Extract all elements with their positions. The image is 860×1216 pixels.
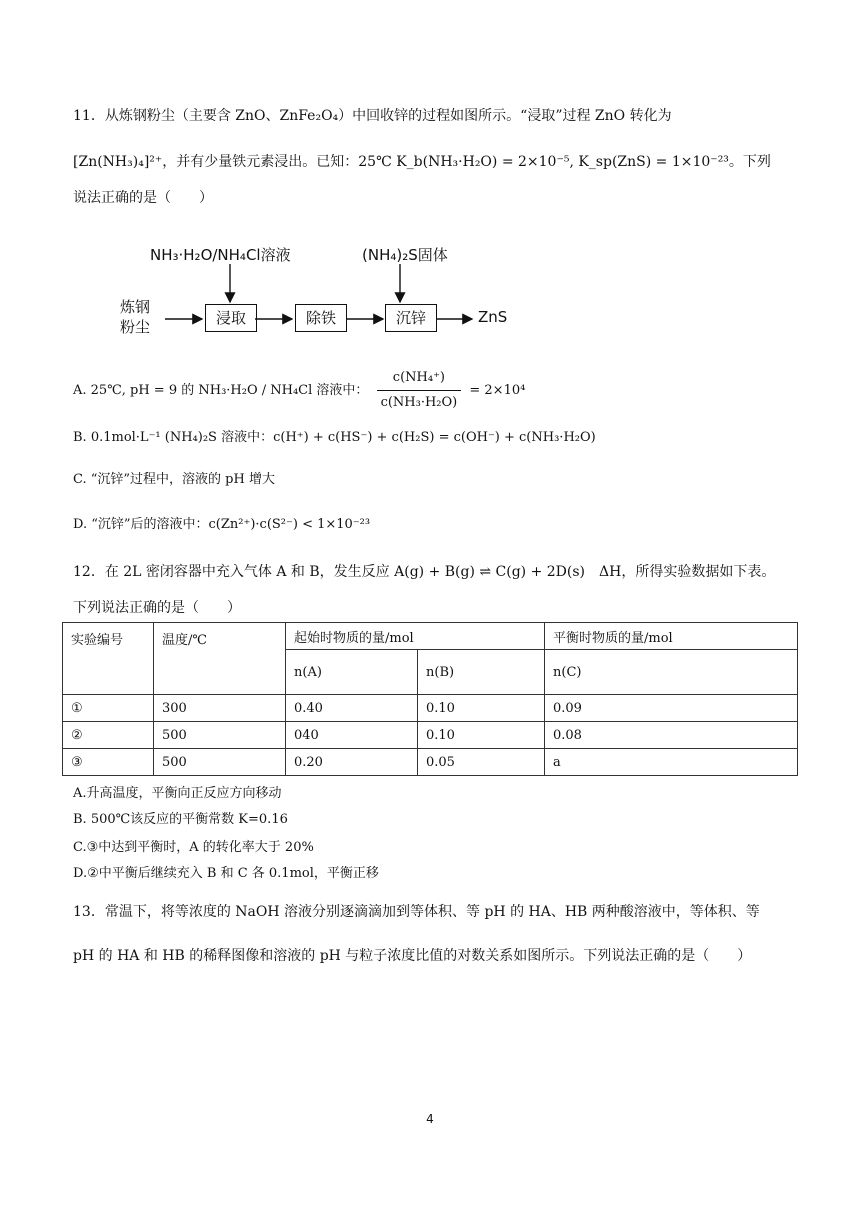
fraction-denominator: c(NH₃·H₂O) [380,395,458,410]
cell-experiment: ③ [63,749,154,776]
product-label: ZnS [478,308,508,326]
cell-nB: 0.10 [418,695,545,722]
step-leaching: 浸取 [205,304,257,332]
q11-option-a-prefix: A. 25℃, pH = 9 的 NH₃·H₂O / NH₄Cl 溶液中： [73,383,369,398]
cell-nC: 0.09 [545,695,798,722]
q12-option-b: B. 500℃该反应的平衡常数 K=0.16 [73,812,288,827]
q11-line3: 说法正确的是（ ） [73,190,213,206]
source-label-2: 粉尘 [120,318,151,336]
header-nA: n(A) [286,650,418,695]
table-row [63,695,798,722]
source-label-1: 炼钢 [120,298,151,316]
header-initial-amount: 起始时物质的量/mol [286,623,545,650]
q11-line1: 11．从炼钢粉尘（主要含 ZnO、ZnFe₂O₄）中回收锌的过程如图所示。“浸取”过程 ZnO 转化为 [73,108,672,124]
reagent-precipitation: (NH₄)₂S固体 [362,246,448,264]
fraction-numerator: c(NH₄⁺) [377,368,462,391]
table-row [63,722,798,749]
header-experiment-no: 实验编号 [63,623,154,695]
cell-nA: 040 [286,722,418,749]
cell-temperature: 500 [154,749,286,776]
experiment-data-table [62,622,798,776]
q11-option-d: D. “沉锌”后的溶液中：c(Zn²⁺)·c(S²⁻) < 1×10⁻²³ [73,517,371,532]
table-row [63,749,798,776]
header-temperature: 温度/℃ [154,623,286,695]
cell-temperature: 500 [154,722,286,749]
cell-nC: a [545,749,798,776]
step-zinc-precipitation: 沉锌 [385,304,437,332]
q12-option-a: A.升高温度，平衡向正反应方向移动 [73,786,282,801]
q13-line1: 13．常温下，将等浓度的 NaOH 溶液分别逐滴滴加到等体积、等 pH 的 HA、HB 两种酸溶液中，等体积、等 [73,904,760,920]
process-flow-diagram [110,236,530,346]
q12-option-d: D.②中平衡后继续充入 B 和 C 各 0.1mol，平衡正移 [73,866,379,881]
q11-option-a-fraction [377,368,462,413]
cell-temperature: 300 [154,695,286,722]
cell-nA: 0.40 [286,695,418,722]
q12-option-c: C.③中达到平衡时，A 的转化率大于 20% [73,840,314,855]
q12-line1: 12．在 2L 密闭容器中充入气体 A 和 B，发生反应 A(g) + B(g) ⇌ C(g) + 2D(s) ΔH，所得实验数据如下表。 [73,564,776,580]
cell-nB: 0.05 [418,749,545,776]
step-iron-removal: 除铁 [295,304,347,332]
q12-line2: 下列说法正确的是（ ） [73,600,241,616]
header-equilibrium-amount: 平衡时物质的量/mol [545,623,798,650]
q11-line2: [Zn(NH₃)₄]²⁺，并有少量铁元素浸出。已知：25℃ K_b(NH₃·H₂O) = 2×10⁻⁵, K_sp(ZnS) = 1×10⁻²³。下列 [73,154,771,170]
cell-nA: 0.20 [286,749,418,776]
page-number: 4 [426,1112,434,1126]
q11-option-b: B. 0.1mol·L⁻¹ (NH₄)₂S 溶液中：c(H⁺) + c(HS⁻) + c(H₂S) = c(OH⁻) + c(NH₃·H₂O) [73,430,596,445]
header-nB: n(B) [418,650,545,695]
reagent-leaching: NH₃·H₂O/NH₄Cl溶液 [150,246,291,264]
header-nC: n(C) [545,650,798,695]
q13-line2: pH 的 HA 和 HB 的稀释图像和溶液的 pH 与粒子浓度比值的对数关系如图所示。下列说法正确的是（ ） [73,948,752,964]
cell-nB: 0.10 [418,722,545,749]
cell-nC: 0.08 [545,722,798,749]
cell-experiment: ② [63,722,154,749]
q11-option-a [73,368,525,413]
q11-option-c: C. “沉锌”过程中，溶液的 pH 增大 [73,472,275,487]
cell-experiment: ① [63,695,154,722]
q11-option-a-rhs: = 2×10⁴ [469,383,526,398]
